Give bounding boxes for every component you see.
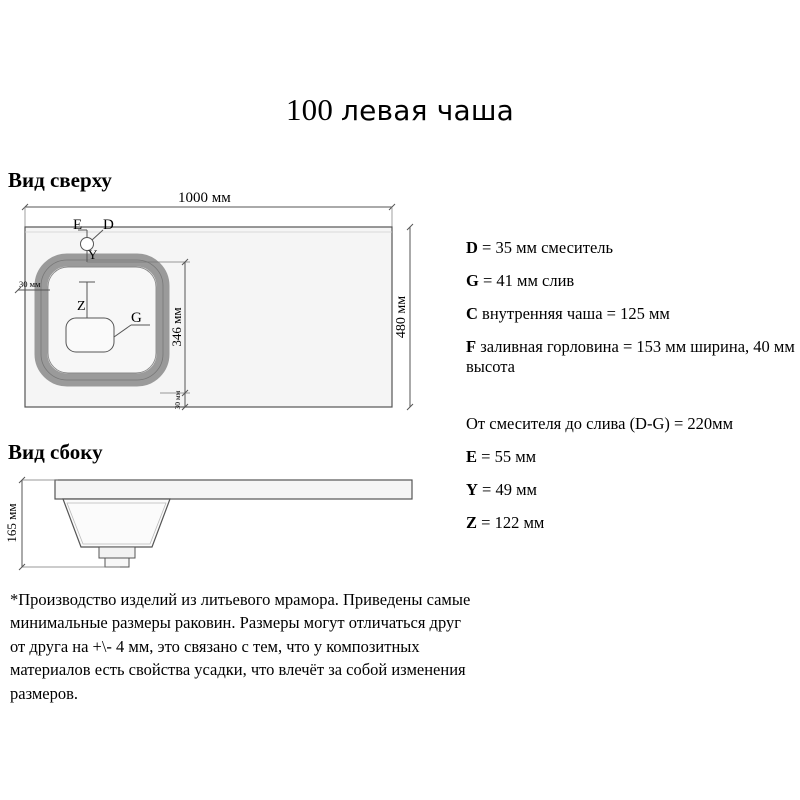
drain-collar bbox=[99, 547, 135, 558]
specs-secondary-list bbox=[466, 414, 733, 533]
marker-label-d: D bbox=[103, 217, 114, 233]
page-title-number: 100 bbox=[285, 92, 334, 127]
spec-text-y: = 49 мм bbox=[477, 480, 537, 499]
spec-key-d: D bbox=[466, 238, 478, 257]
drain-outline bbox=[66, 318, 114, 352]
spec-key-g: G bbox=[466, 271, 479, 290]
basin-profile bbox=[63, 499, 170, 547]
marker-label-z: Z bbox=[77, 299, 86, 314]
spec-key-e: E bbox=[466, 447, 478, 466]
spec-text-z: = 122 мм bbox=[477, 513, 545, 532]
spec-item-f bbox=[466, 337, 796, 377]
spec-item-e bbox=[466, 447, 733, 467]
marker-label-g: G bbox=[131, 310, 142, 326]
width-dimension-label: 1000 мм bbox=[178, 190, 231, 206]
left-offset-label: 30 мм bbox=[19, 279, 41, 289]
side-view-heading: Вид сбоку bbox=[8, 440, 103, 464]
spec-item-d bbox=[466, 238, 796, 258]
spec-item-g bbox=[466, 271, 796, 291]
spec-item-distance bbox=[466, 414, 733, 434]
spec-text-e: = 55 мм bbox=[477, 447, 537, 466]
depth-dimension-label: 480 мм bbox=[394, 295, 409, 339]
spec-key-f: F bbox=[466, 337, 477, 356]
spec-item-y bbox=[466, 480, 733, 500]
specs-primary-list bbox=[466, 238, 796, 377]
countertop-profile bbox=[55, 480, 412, 499]
height-dimension-label: 165 мм bbox=[4, 503, 19, 543]
drain-outlet bbox=[105, 558, 129, 567]
bottom-offset-label: 30 мм bbox=[173, 390, 182, 410]
page-title bbox=[0, 92, 800, 128]
bowl-depth-label: 346 мм bbox=[169, 307, 184, 347]
marker-label-e: E bbox=[73, 217, 83, 233]
spec-text-d: = 35 мм смеситель bbox=[477, 238, 614, 257]
top-view-drawing bbox=[0, 185, 450, 425]
marker-label-y: Y bbox=[88, 247, 98, 262]
spec-text-f: заливная горловина = 153 мм ширина, 40 мм высота bbox=[466, 337, 795, 376]
spec-key-c: C bbox=[466, 304, 478, 323]
spec-key-z: Z bbox=[466, 513, 478, 532]
spec-text-g: = 41 мм слив bbox=[478, 271, 575, 290]
spec-text-distance: От смесителя до слива (D-G) = 220мм bbox=[466, 414, 734, 433]
spec-key-y: Y bbox=[466, 480, 478, 499]
page-title-words: левая чаша bbox=[341, 94, 515, 127]
spec-text-c: внутренняя чаша = 125 мм bbox=[477, 304, 670, 323]
top-view-heading: Вид сверху bbox=[8, 168, 112, 192]
spec-item-z bbox=[466, 513, 733, 533]
footnote-text: *Производство изделий из литьевого мрамора. Приведены самые минимальные размеры раковин. Размеры могут отличаться друг от друга на +\- 4 мм, это связано с тем, что у композитных материалов есть свойства усадки, что влечёт за собой изменения размеров. bbox=[10, 590, 471, 703]
spec-item-c bbox=[466, 304, 796, 324]
side-view-drawing bbox=[0, 462, 450, 577]
